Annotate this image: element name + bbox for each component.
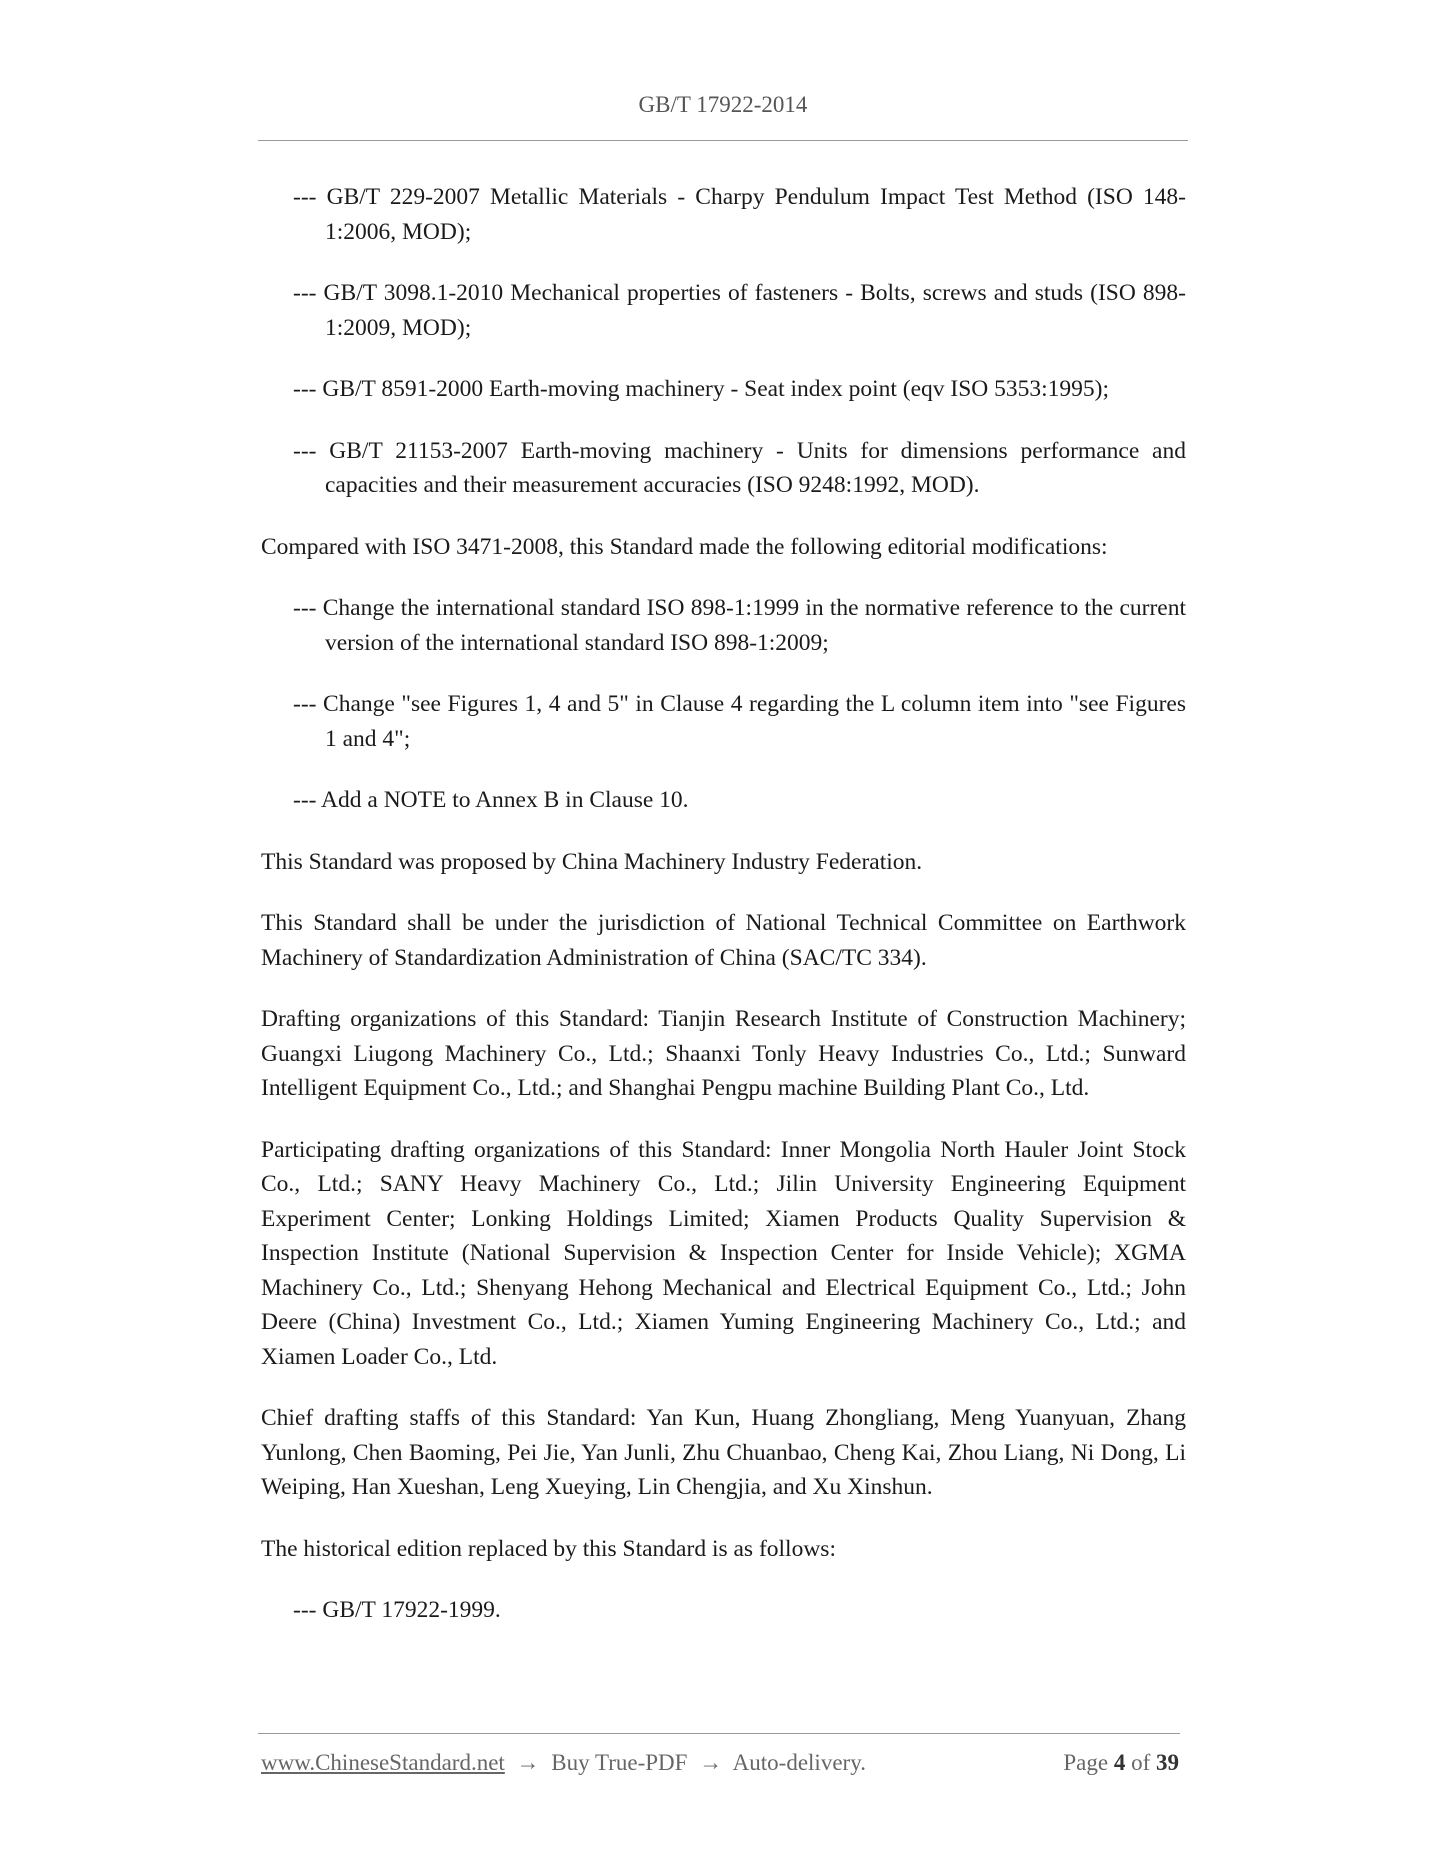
historical-intro: The historical edition replaced by this Standard is as follows: (261, 1535, 836, 1562)
reference-item: --- GB/T 3098.1-2010 Mechanical properties of fasteners - Bolts, screws and studs (ISO 898-1:2009, MOD); (293, 280, 1186, 341)
arrow-right-icon: → (516, 1750, 540, 1775)
modification-item: --- Change "see Figures 1, 4 and 5" in Clause 4 regarding the L column item into "see Figures 1 and 4"; (293, 691, 1186, 752)
footer-promo (261, 1750, 866, 1776)
page-total: 39 (1156, 1750, 1179, 1775)
document-body (261, 180, 1186, 1655)
auto-delivery-text: Auto-delivery. (732, 1750, 866, 1775)
proposed-paragraph: This Standard was proposed by China Machinery Industry Federation. (261, 848, 923, 875)
arrow-right-icon: → (699, 1750, 723, 1775)
reference-item: --- GB/T 8591-2000 Earth-moving machinery - Seat index point (eqv ISO 5353:1995); (293, 376, 1110, 402)
page-header-title: GB/T 17922-2014 (638, 92, 808, 117)
page-counter (1063, 1750, 1179, 1776)
of-label: of (1131, 1750, 1151, 1775)
reference-item: --- GB/T 229-2007 Metallic Materials - Charpy Pendulum Impact Test Method (ISO 148-1:2006, MOD); (293, 184, 1186, 245)
comparison-intro: Compared with ISO 3471-2008, this Standard made the following editorial modifications: (261, 533, 1108, 560)
modification-item: --- Add a NOTE to Annex B in Clause 10. (293, 787, 689, 813)
jurisdiction-paragraph: This Standard shall be under the jurisdiction of National Technical Committee on Earthwork Machinery of Standardization Administration of China (SAC/TC 334). (261, 910, 1186, 971)
chief-staff-paragraph: Chief drafting staffs of this Standard: Yan Kun, Huang Zhongliang, Meng Yuanyuan, Zhang Yunlong, Chen Baoming, Pei Jie, Yan Junli, Zhu Chuanbao, Cheng Kai, Zhou Liang, Ni Dong, Li Weiping, Han Xueshan, Leng Xueying, Lin Chengjia, and Xu Xinshun. (261, 1405, 1186, 1500)
participating-orgs-paragraph: Participating drafting organizations of this Standard: Inner Mongolia North Hauler Joint Stock Co., Ltd.; SANY Heavy Machinery Co., Ltd.; Jilin University Engineering Equipment Experiment Center; Lonking Holdings Limited; Xiamen Products Quality Supervision & Inspection Institute (National Supervision & Inspection Center for Inside Vehicle); XGMA Machinery Co., Ltd.; Shenyang Hehong Mechanical and Electrical Equipment Co., Ltd.; John Deere (China) Investment Co., Ltd.; Xiamen Yuming Engineering Machinery Co., Ltd.; and Xiamen Loader Co., Ltd. (261, 1136, 1186, 1370)
footer-divider (258, 1733, 1180, 1734)
site-link[interactable]: www.ChineseStandard.net (261, 1750, 505, 1775)
drafting-orgs-paragraph: Drafting organizations of this Standard: Tianjin Research Institute of Construction Machinery; Guangxi Liugong Machinery Co., Ltd.; Shaanxi Tonly Heavy Industries Co., Ltd.; Sunward Intelligent Equipment Co., Ltd.; and Shanghai Pengpu machine Building Plant Co., Ltd. (261, 1006, 1186, 1101)
page-current: 4 (1113, 1750, 1126, 1775)
modification-item: --- Change the international standard ISO 898-1:1999 in the normative reference to the current version of the international standard ISO 898-1:2009; (293, 595, 1186, 656)
historical-edition-item: --- GB/T 17922-1999. (293, 1597, 501, 1623)
header-divider (258, 140, 1188, 141)
buy-pdf-text: Buy True-PDF (551, 1750, 688, 1775)
page-footer (261, 1750, 1179, 1782)
page-label: Page (1063, 1750, 1109, 1775)
reference-item: --- GB/T 21153-2007 Earth-moving machinery - Units for dimensions performance and capacities and their measurement accuracies (ISO 9248:1992, MOD). (293, 437, 1186, 498)
